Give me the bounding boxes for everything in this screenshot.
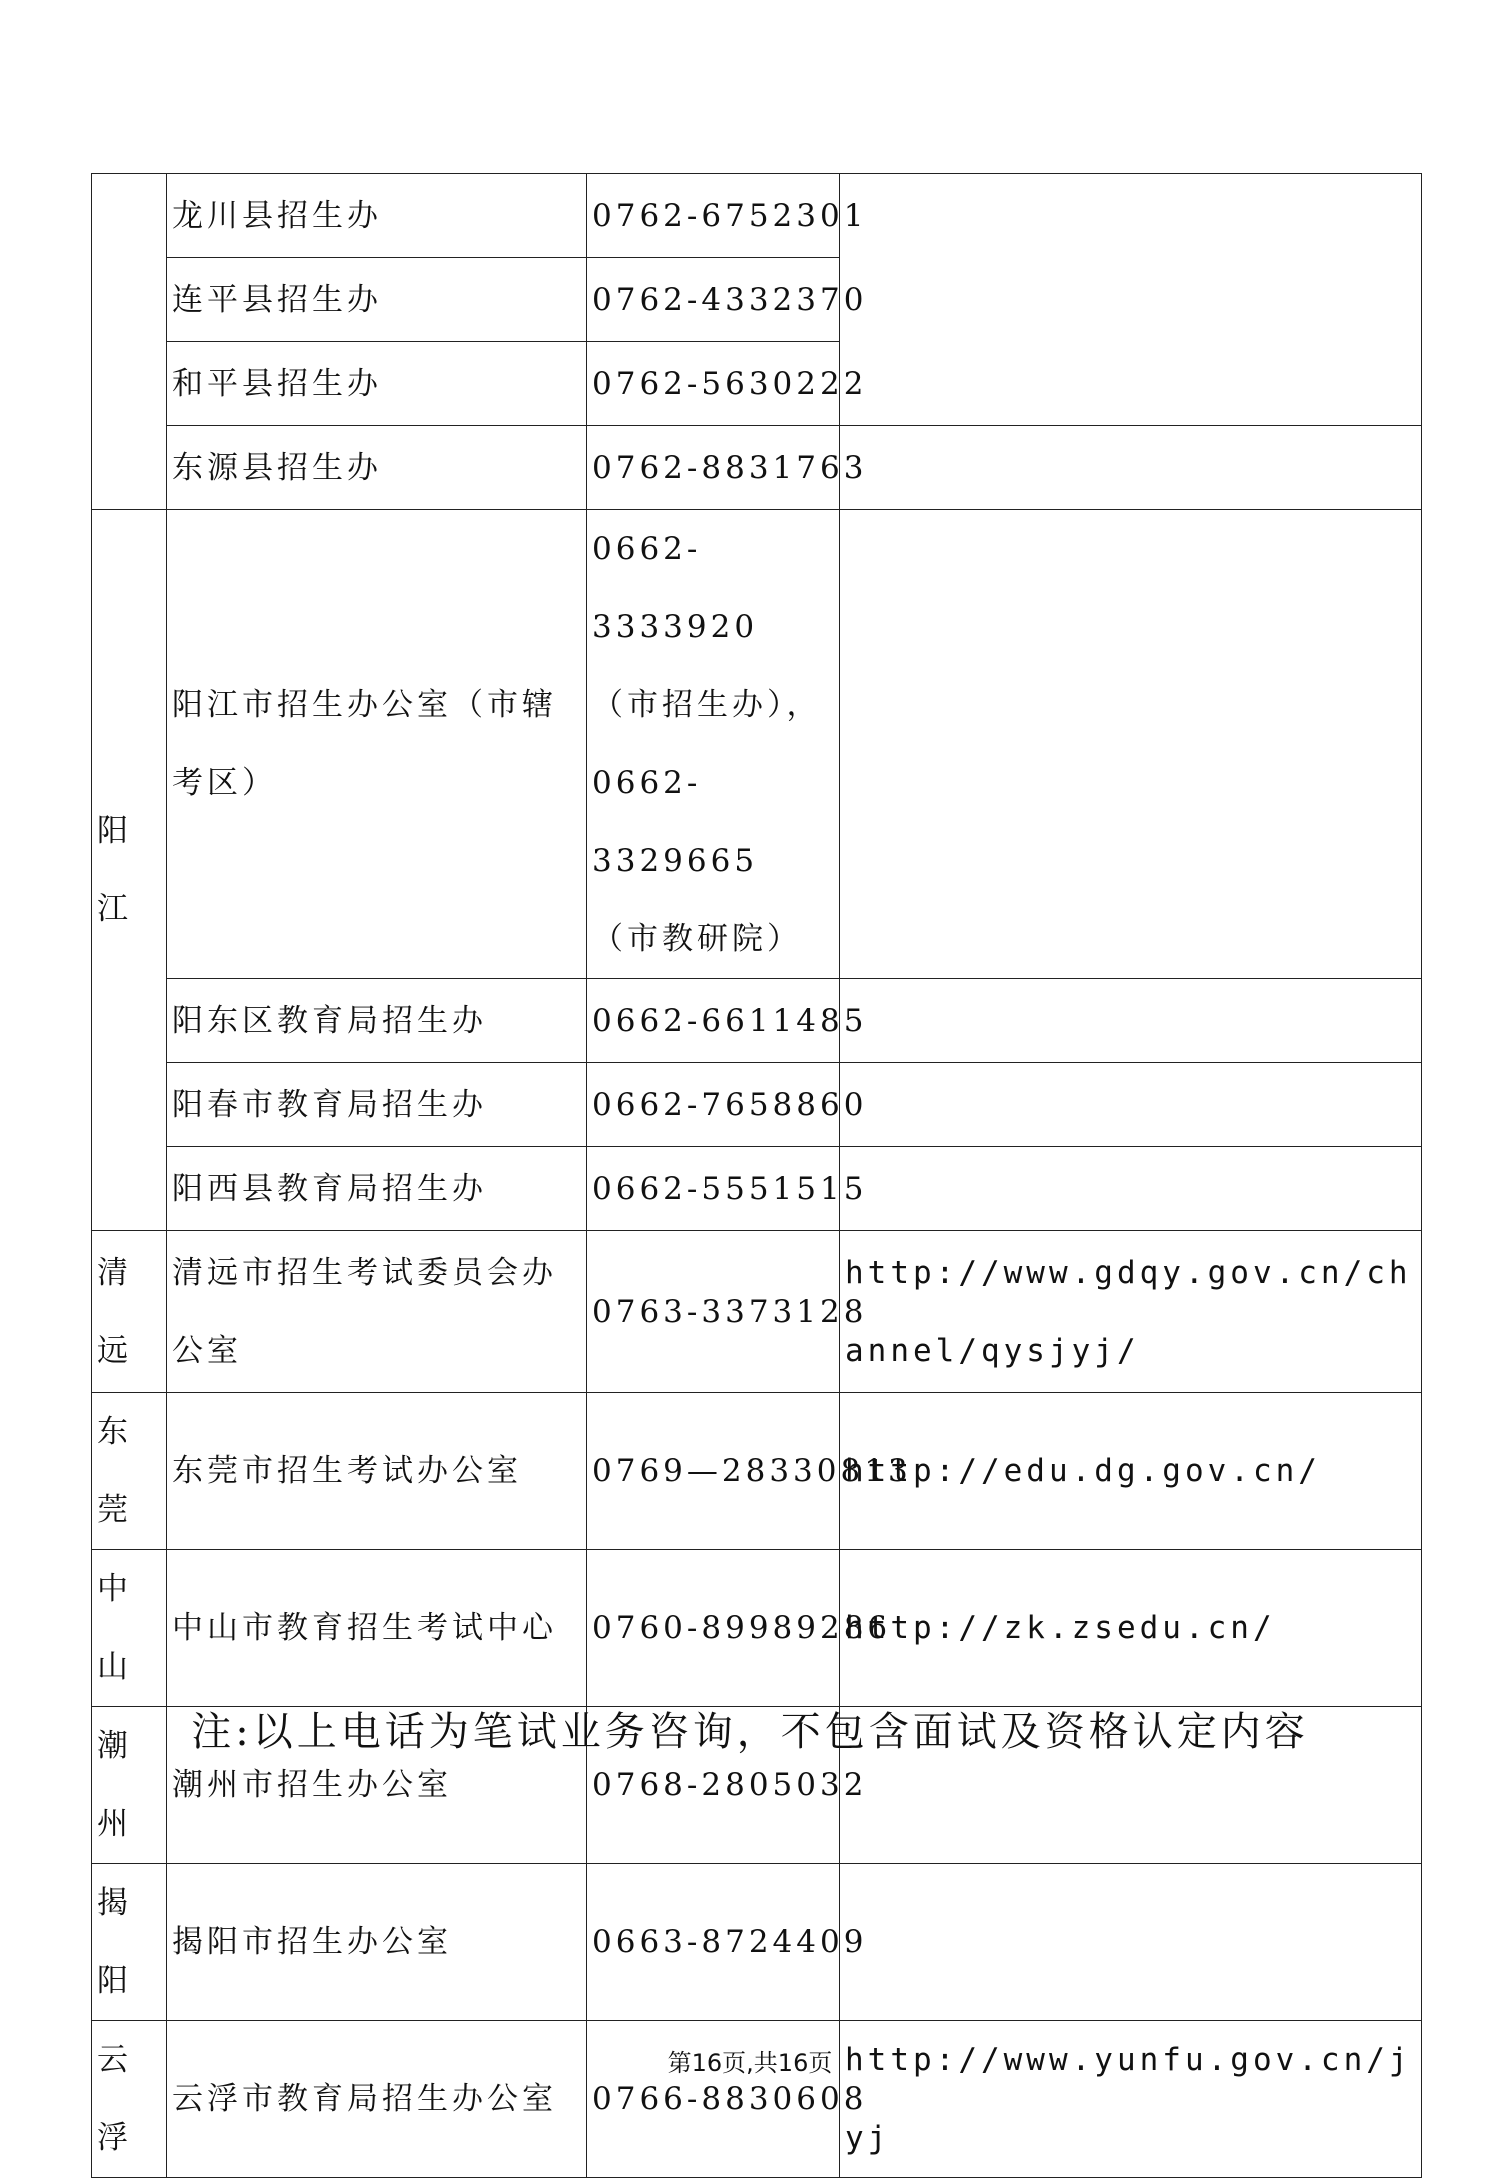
office-cell: 阳东区教育局招生办 [167, 979, 587, 1063]
website-link[interactable]: http://zk.zsedu.cn/ [840, 1550, 1422, 1707]
website-cell [840, 510, 1422, 979]
table-row [92, 979, 1422, 1063]
office-cell: 阳江市招生办公室（市辖考区） [167, 510, 587, 979]
contacts-table [91, 173, 1422, 2178]
phone-cell: 0762-6752301 [587, 174, 840, 258]
office-cell: 阳春市教育局招生办 [167, 1063, 587, 1147]
city-cell: 清远 [92, 1231, 167, 1393]
phone-cell: 0762-4332370 [587, 258, 840, 342]
table-row [92, 426, 1422, 510]
website-link[interactable]: http://www.yunfu.gov.cn/jyj [840, 2021, 1422, 2178]
phone-cell: 0763-3373128 [587, 1231, 840, 1393]
office-cell: 云浮市教育局招生办公室 [167, 2021, 587, 2178]
office-cell: 东源县招生办 [167, 426, 587, 510]
website-cell [840, 426, 1422, 510]
phone-cell: 0662-7658860 [587, 1063, 840, 1147]
phone-cell: 0663-8724409 [587, 1864, 840, 2021]
website-cell [840, 1147, 1422, 1231]
phone-cell: 0762-8831763 [587, 426, 840, 510]
website-cell [840, 979, 1422, 1063]
table-row [92, 1147, 1422, 1231]
website-cell [840, 1864, 1422, 2021]
table-row [92, 1063, 1422, 1147]
table-row [92, 1231, 1422, 1393]
city-cell: 东莞 [92, 1393, 167, 1550]
office-cell: 连平县招生办 [167, 258, 587, 342]
phone-cell: 0766-8830608 [587, 2021, 840, 2178]
city-cell: 潮州 [92, 1707, 167, 1864]
office-cell: 阳西县教育局招生办 [167, 1147, 587, 1231]
phone-line: 0662-3329665 [592, 765, 759, 879]
office-cell: 潮州市招生办公室 [167, 1707, 587, 1864]
phone-cell: 0662-6611485 [587, 979, 840, 1063]
city-cell: 揭阳 [92, 1864, 167, 2021]
phone-cell: 0768-2805032 [587, 1707, 840, 1864]
page-number: 第16页,共16页 [667, 2049, 833, 2077]
city-cell-heyuan [92, 174, 167, 510]
phone-cell: 0760-89989286 [587, 1550, 840, 1707]
website-cell [840, 1063, 1422, 1147]
website-cell [840, 174, 1422, 426]
phone-line: （市教研院） [592, 921, 802, 957]
phone-line: 0662-3333920 [592, 531, 759, 645]
office-cell: 东莞市招生考试办公室 [167, 1393, 587, 1550]
phone-cell: 0762-5630222 [587, 342, 840, 426]
city-cell: 云浮 [92, 2021, 167, 2178]
table-row [92, 1393, 1422, 1550]
table-row [92, 174, 1422, 258]
phone-cell [587, 510, 840, 979]
phone-cell: 0662-5551515 [587, 1147, 840, 1231]
city-cell: 中山 [92, 1550, 167, 1707]
website-link[interactable]: http://edu.dg.gov.cn/ [840, 1393, 1422, 1550]
office-cell: 和平县招生办 [167, 342, 587, 426]
website-link[interactable]: http://www.gdqy.gov.cn/channel/qysjyj/ [840, 1231, 1422, 1393]
phone-line: （市招生办）， [592, 687, 822, 723]
office-cell: 清远市招生考试委员会办公室 [167, 1231, 587, 1393]
footnote: 注:以上电话为笔试业务咨询，不包含面试及资格认定内容 [191, 1709, 1309, 1755]
city-cell: 阳江 [92, 510, 167, 1231]
office-cell: 中山市教育招生考试中心 [167, 1550, 587, 1707]
table-row [92, 1864, 1422, 2021]
office-cell: 揭阳市招生办公室 [167, 1864, 587, 2021]
phone-cell: 0769—28330813 [587, 1393, 840, 1550]
table-row [92, 1550, 1422, 1707]
office-cell: 龙川县招生办 [167, 174, 587, 258]
table-row [92, 510, 1422, 979]
